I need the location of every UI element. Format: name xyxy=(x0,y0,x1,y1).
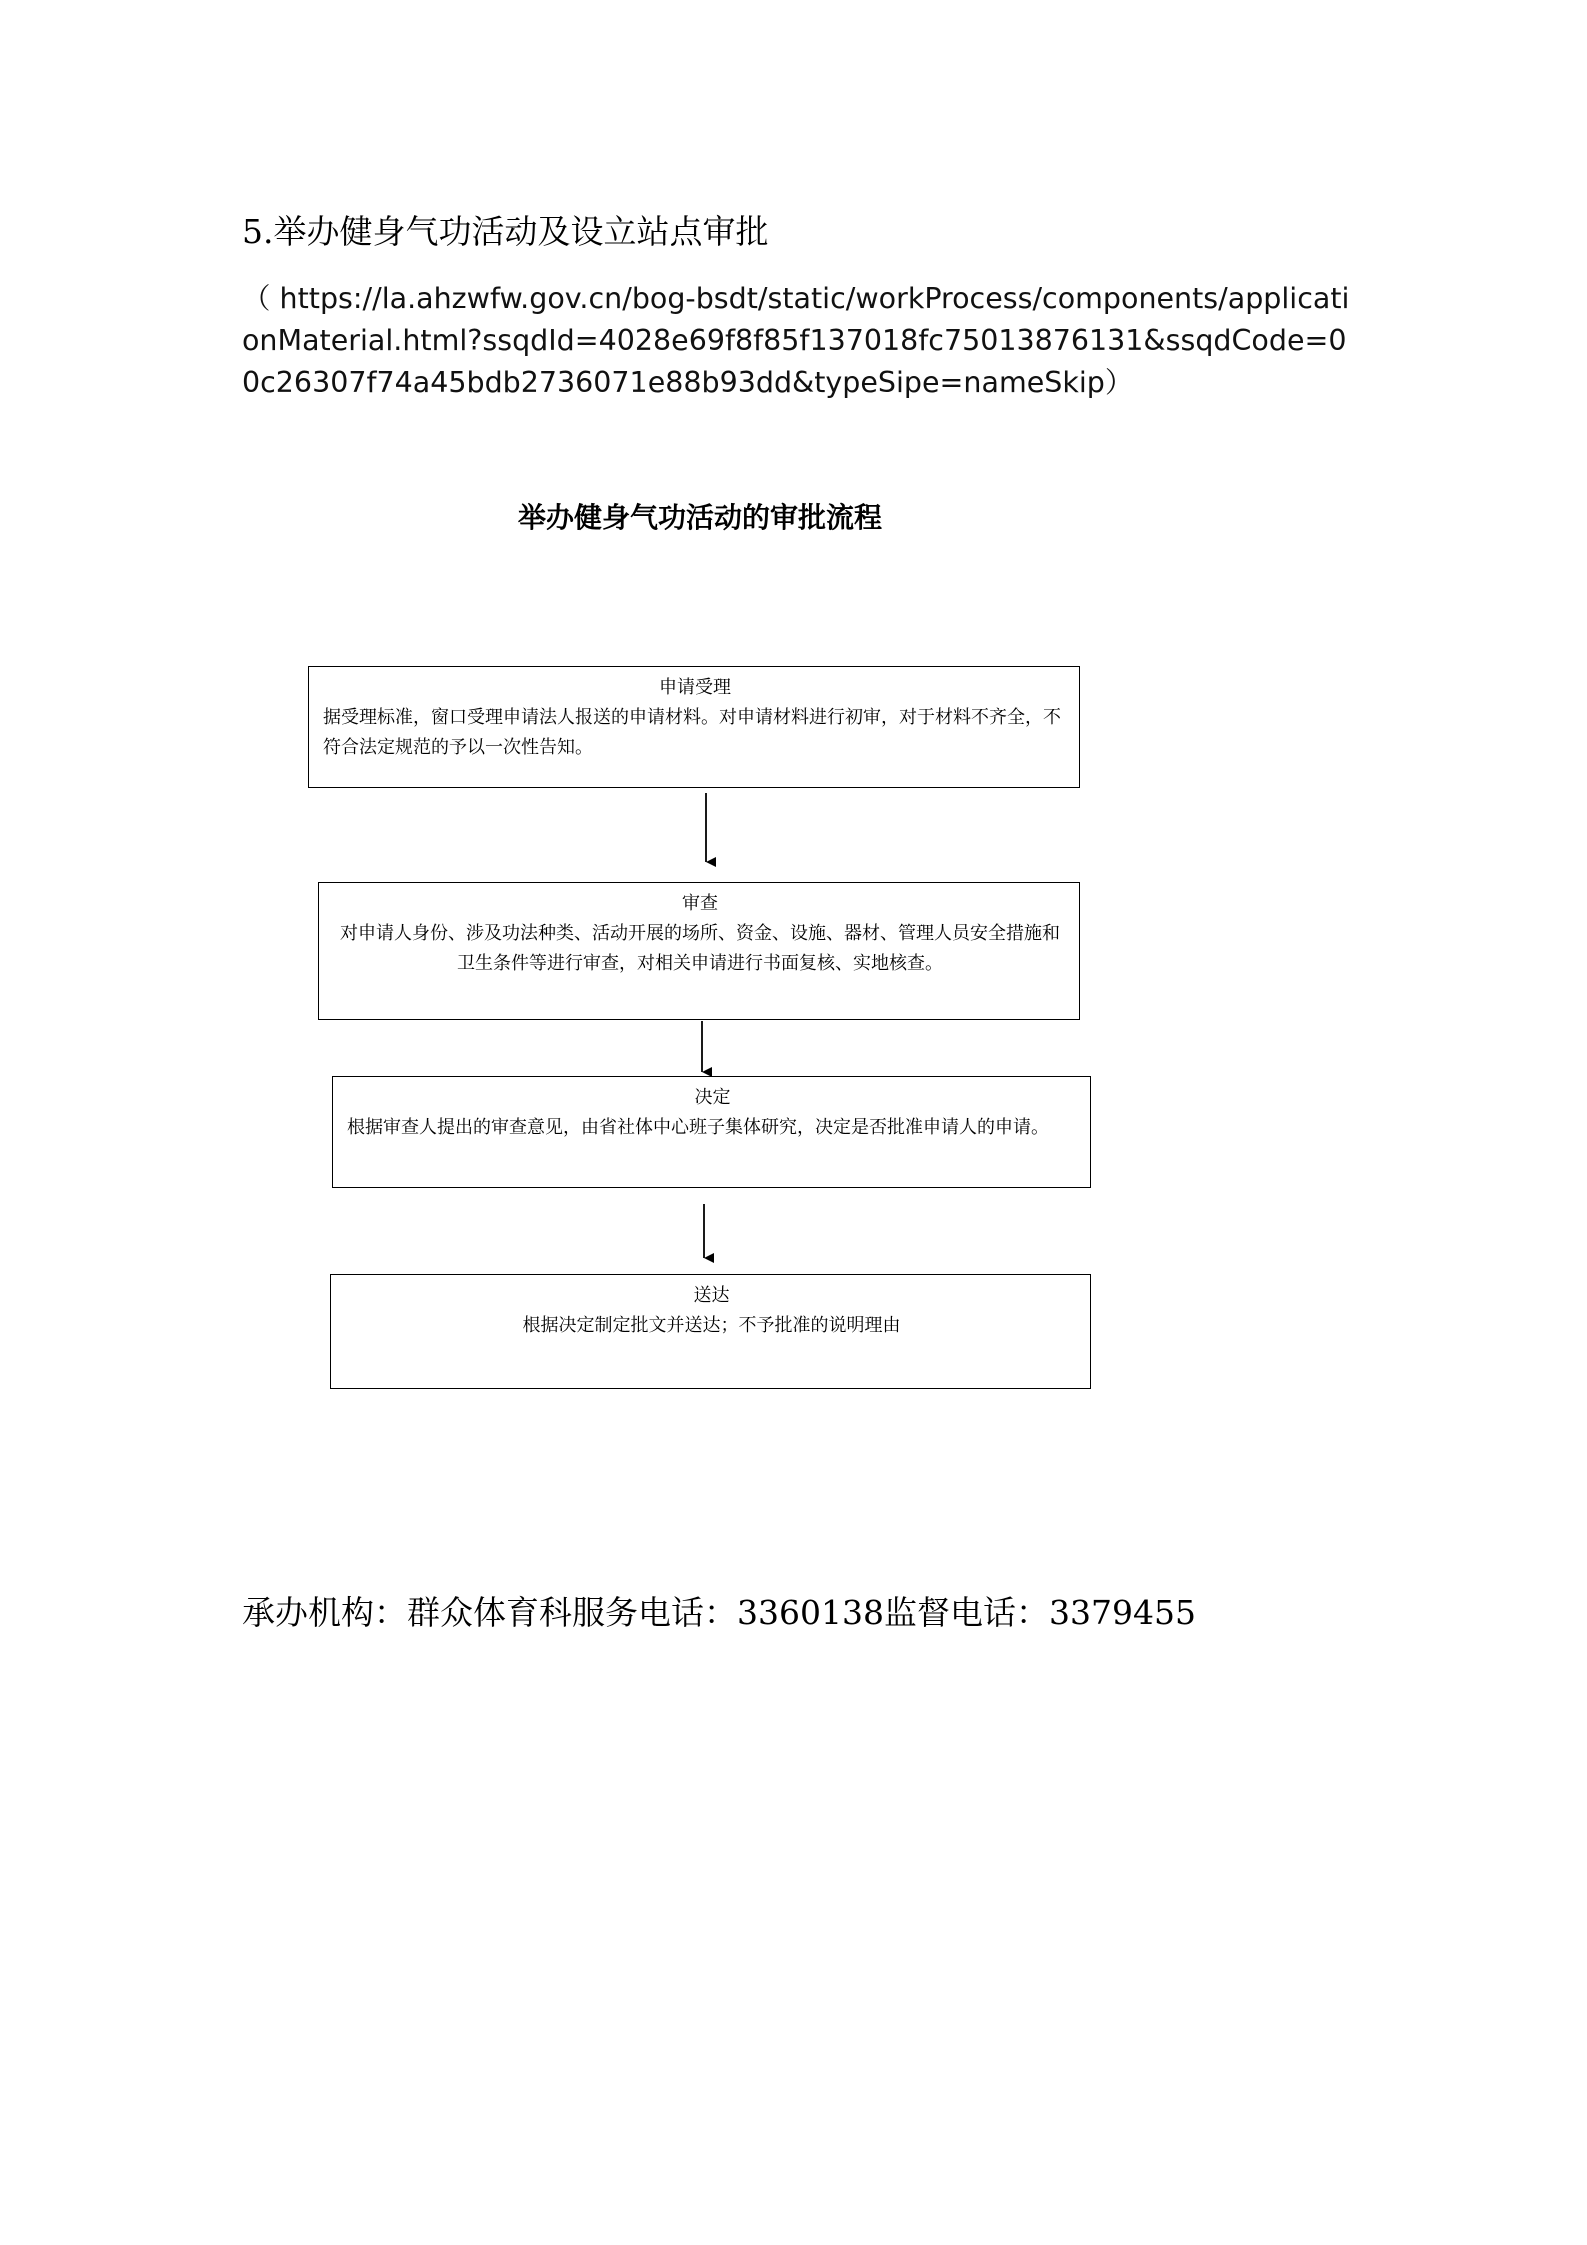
service-phone-label: 服务电话： xyxy=(572,1593,737,1632)
source-link[interactable]: （ https://la.ahzwfw.gov.cn/bog-bsdt/static/workProcess/components/applicationMaterial.html?ssqdId=4028e69f8f85f137018fc75013876131&ssqdCode=00c26307f74a45bdb2736071e88b93dd&typeSipe=nameSkip） xyxy=(242,282,1350,399)
flow-step-name: 审查 xyxy=(682,893,718,914)
supervise-phone-value: 3379455 xyxy=(1048,1593,1196,1632)
page-title: 5.举办健身气功活动及设立站点审批 xyxy=(242,212,769,251)
flowchart-title: 举办健身气功活动的审批流程 xyxy=(517,501,882,534)
flow-step-description: 对申请人身份、涉及功法种类、活动开展的场所、资金、设施、器材、管理人员安全措施和卫生条件等进行审查，对相关申请进行书面复核、实地核查。 xyxy=(340,923,1060,974)
flow-step-name: 决定 xyxy=(694,1087,731,1108)
flow-step-description: 根据审查人提出的审查意见，由省社体中心班子集体研究，决定是否批准申请人的申请。 xyxy=(347,1117,1049,1138)
org-label: 承办机构： xyxy=(242,1593,407,1632)
service-phone-value: 3360138 xyxy=(737,1593,884,1632)
org-value: 群众体育科 xyxy=(407,1593,572,1632)
flow-step-description: 据受理标准，窗口受理申请法人报送的申请材料。对申请材料进行初审，对于材料不齐全，不符合法定规范的予以一次性告知。 xyxy=(323,707,1061,758)
flow-step-name: 送达 xyxy=(693,1285,730,1306)
supervise-phone-label: 监督电话： xyxy=(883,1593,1049,1632)
contact-line xyxy=(242,1588,1392,1638)
flow-step-name: 申请受理 xyxy=(659,677,731,698)
flow-step-description: 根据决定制定批文并送达；不予批准的说明理由 xyxy=(522,1315,901,1336)
